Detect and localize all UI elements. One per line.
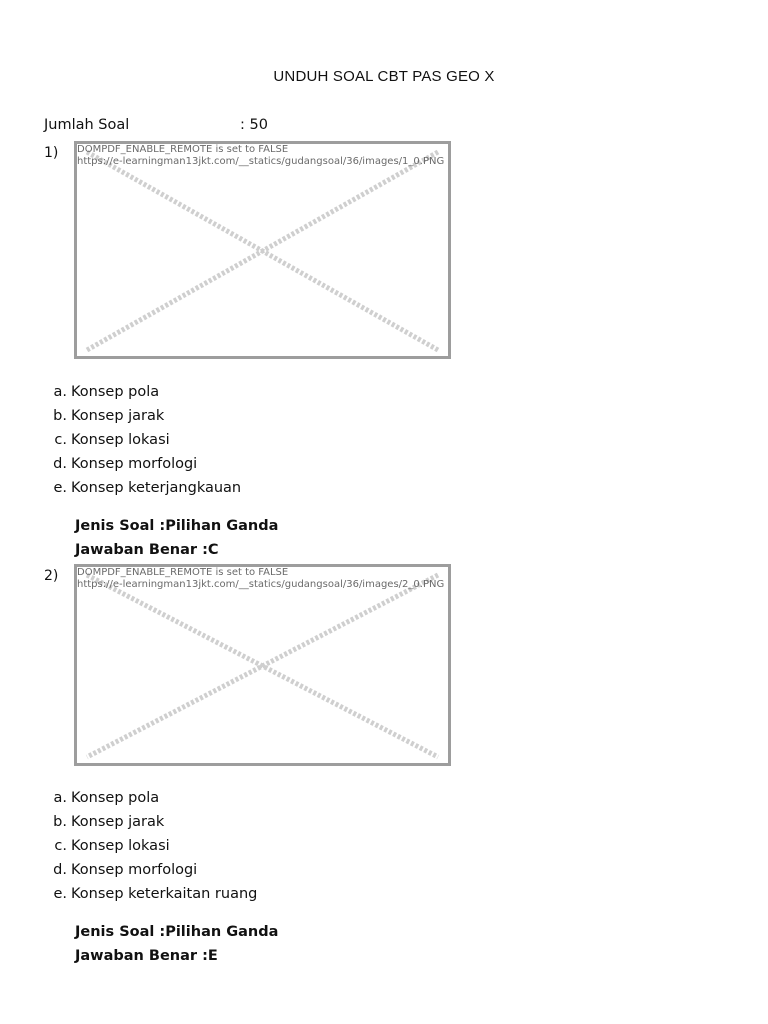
- broken-image-cross-icon: [77, 144, 448, 356]
- image-error-message: DOMPDF_ENABLE_REMOTE is set to FALSE: [77, 567, 289, 578]
- option-letter: e.: [53, 886, 67, 902]
- question-count-label: Jumlah Soal: [44, 117, 130, 133]
- answer-block-1: [75, 514, 278, 562]
- question-count: [44, 117, 268, 133]
- option-text: Konsep morfologi: [71, 456, 198, 472]
- option-letter: d.: [53, 862, 67, 878]
- answer-block-2: [75, 920, 278, 968]
- option-a: [44, 380, 241, 404]
- option-d: [44, 452, 241, 476]
- option-text: Konsep jarak: [71, 814, 165, 830]
- option-text: Konsep pola: [71, 790, 160, 806]
- option-letter: a.: [53, 384, 67, 400]
- image-error-text: [77, 144, 444, 168]
- question-type: Jenis Soal :Pilihan Ganda: [75, 924, 279, 940]
- option-text: Konsep morfologi: [71, 862, 198, 878]
- option-letter: e.: [53, 480, 67, 496]
- document-title: UNDUH SOAL CBT PAS GEO X: [273, 68, 495, 85]
- option-letter: c.: [54, 838, 67, 854]
- option-c: [44, 428, 241, 452]
- question-count-value: : 50: [240, 117, 268, 133]
- option-text: Konsep keterkaitan ruang: [71, 886, 258, 902]
- option-text: Konsep lokasi: [71, 432, 170, 448]
- question-number: 2): [44, 568, 59, 584]
- broken-image-placeholder: [74, 564, 451, 766]
- option-e: [44, 882, 257, 906]
- option-c: [44, 834, 257, 858]
- option-letter: c.: [54, 432, 67, 448]
- option-e: [44, 476, 241, 500]
- option-b: [44, 810, 257, 834]
- question-type: Jenis Soal :Pilihan Ganda: [75, 518, 279, 534]
- image-error-url: https://e-learningman13jkt.com/__statics/gudangsoal/36/images/2_0.PNG: [77, 579, 445, 590]
- option-b: [44, 404, 241, 428]
- option-text: Konsep keterjangkauan: [71, 480, 242, 496]
- correct-answer: Jawaban Benar :C: [75, 542, 219, 558]
- option-letter: b.: [53, 814, 67, 830]
- broken-image-cross-icon: [77, 567, 448, 763]
- option-letter: d.: [53, 456, 67, 472]
- question-1: [44, 141, 744, 359]
- option-text: Konsep jarak: [71, 408, 165, 424]
- option-text: Konsep pola: [71, 384, 160, 400]
- image-error-text: [77, 567, 444, 591]
- correct-answer: Jawaban Benar :E: [75, 948, 218, 964]
- broken-image-placeholder: [74, 141, 451, 359]
- question-2: [44, 564, 744, 766]
- answer-options-1: [44, 380, 241, 500]
- option-letter: b.: [53, 408, 67, 424]
- option-text: Konsep lokasi: [71, 838, 170, 854]
- question-number: 1): [44, 145, 59, 161]
- image-error-url: https://e-learningman13jkt.com/__statics/gudangsoal/36/images/1_0.PNG: [77, 156, 445, 167]
- image-error-message: DOMPDF_ENABLE_REMOTE is set to FALSE: [77, 144, 289, 155]
- option-a: [44, 786, 257, 810]
- option-letter: a.: [53, 790, 67, 806]
- answer-options-2: [44, 786, 257, 906]
- option-d: [44, 858, 257, 882]
